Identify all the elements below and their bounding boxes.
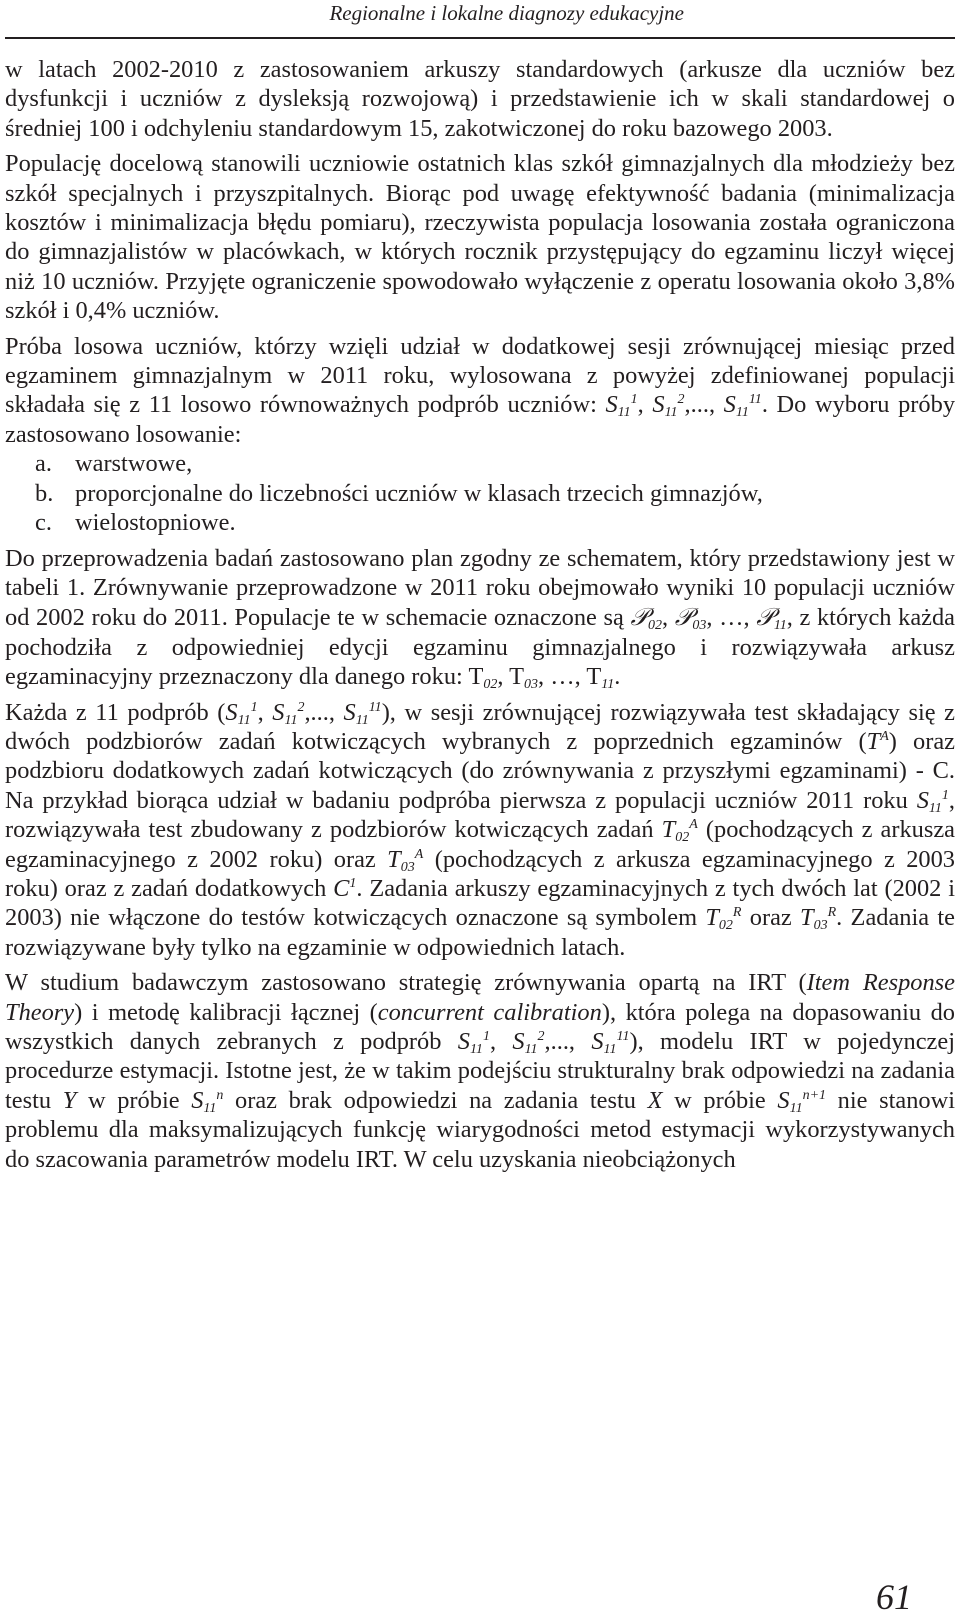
page-body xyxy=(5,55,955,1174)
page-number: 61 xyxy=(876,1577,912,1617)
paragraph-4: Do przeprowadzenia badań zastosowano plan zgodny ze schematem, który przedstawiony jest w tabeli 1. Zrównywanie przeprowadzone w 2011 roku obejmowało wyniki 10 populacji uczniów od 2002 roku do 2011. Populacje te w schemacie oznaczone są 𝒫$_{02}$, 𝒫$_{03}$, …, 𝒫$_{11}$, z których każda pochodziła z odpowiedniej edycji egzaminu gimnazjalnego i rozwiązywała arkusz egzaminacyjny przeznaczony dla danego roku: $T_{02}$, $T_{03}$, …, $T_{11}$. xyxy=(5,544,955,693)
list-item: b. proporcjonalne do liczebności uczniów w klasach trzecich gimnazjów, xyxy=(35,479,763,507)
paragraph-2: Populację docelową stanowili uczniowie ostatnich klas szkół gimnazjalnych dla młodzieży bez szkół specjalnych i przyszpitalnych. Biorąc pod uwagę efektywność badania (minimalizacja kosztów i minimalizacja błędu pomiaru), rzeczywista populacja losowania została ograniczona do gimnazjalistów w placówkach, w których rocznik przystępujący do egzaminu liczył więcej niż 10 uczniów. Przyjęte ograniczenie spowodowało wyłączenie z operatu losowania około 3,8% szkół i 0,4% uczniów. xyxy=(5,150,955,325)
paragraph-1: w latach 2002-2010 z zastosowaniem arkuszy standardowych (arkusze dla uczniów bez dysfunkcji i uczniów z dysleksją rozwojową) i przedstawienie ich w skali standardowej o średniej 100 i odchyleniu standardowym 15, zakotwiczonej do roku bazowego 2003. xyxy=(5,56,955,142)
paragraph-5: Każda z 11 podprób ($S_{11}^1$, $S_{11}^2$,..., $S_{11}^{11}$), w sesji zrównującej rozwiązywała test składający się z dwóch podzbiorów zadań kotwiczących wybranych z poprzednich egzaminów $(T^A)$ oraz podzbioru dodatkowych zadań kotwiczących (do zrównywania z przyszłymi egzaminami) - C. Na przykład biorąca udział w badaniu podpróba pierwsza z populacji uczniów 2011 roku $S_{11}^1$, rozwiązywała test zbudowany z podzbiorów kotwiczących zadań $T_{02}^A$ (pochodzących z arkusza egzaminacyjnego z 2002 roku) oraz $T_{03}^A$ (pochodzących z arkusza egzaminacyjnego z 2003 roku) oraz z zadań dodatkowych $C^1$. Zadania arkuszy egzaminacyjnych z tych dwóch lat (2002 i 2003) nie włączone do testów kotwiczących oznaczone są symbolem $T_{02}^R$ oraz $T_{03}^R$. Zadania te rozwiązywane były tylko na egzaminie w odpowiednich latach. xyxy=(5,698,955,961)
running-title: Regionalne i lokalne diagnozy edukacyjne xyxy=(329,1,684,25)
header-rule xyxy=(5,37,955,39)
paragraph-6: W studium badawczym zastosowano strategię zrównywania opartą na IRT (Item Response Theory) i metodę kalibracji łącznej (concurrent calibration), która polega na dopasowaniu do wszystkich danych zebranych z podprób $S_{11}^1$, $S_{11}^2$,..., $S_{11}^{11}$), modelu IRT w pojedynczej procedurze estymacji. Istotne jest, że w takim podejściu strukturalny brak odpowiedzi na zadania testu Y w próbie $S_{11}^n$ oraz brak odpowiedzi na zadania testu X w próbie $S_{11}^{n+1}$ nie stanowi problemu dla maksymalizujących funkcję wiarygodności metod estymacji wykorzystywanych do szacowania parametrów modelu IRT. W celu uzyskania nieobciążonych xyxy=(5,969,956,1173)
running-head xyxy=(0,0,960,30)
sampling-methods-list xyxy=(5,449,955,537)
list-item: c. wielostopniowe. xyxy=(35,509,236,537)
list-item: a. warstwowe, xyxy=(35,450,193,478)
paragraph-3: Próba losowa uczniów, którzy wzięli udział w dodatkowej sesji zrównującej miesiąc przed egzaminem gimnazjalnym w 2011 roku, wylosowana z powyżej zdefiniowanej populacji składała się z 11 losowo równoważnych podprób uczniów: $S_{11}^1$, $S_{11}^2$,..., $S_{11}^{11}$. Do wyboru próby zastosowano losowanie: xyxy=(5,332,956,448)
